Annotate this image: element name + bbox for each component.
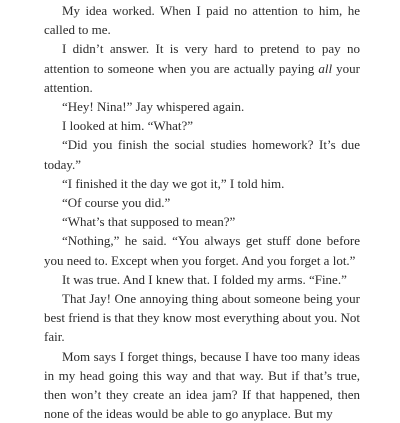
paragraph: I looked at him. “What?” (62, 118, 194, 134)
paragraph: “Hey! Nina!” Jay whispered again. (62, 99, 245, 115)
paragraph: Mom says I forget things, because I have too many ideas in my head going this way and that way. But if that’s true, then won’t they create an idea jam? If that happened, then none of the ideas would be able to go anyplace. But my (44, 348, 360, 422)
paragraph (44, 39, 360, 97)
paragraph: My idea worked. When I paid no attention to him, he called to me. (44, 3, 360, 38)
paragraph: That Jay! One annoying thing about someone being your best friend is that they know most everything about you. Not fair. (44, 291, 360, 345)
paragraph-text: I didn’t answer. It is very hard to pretend to pay no attention to someone when you are actually paying (44, 41, 360, 76)
paragraph: It was true. And I knew that. I folded my arms. “Fine.” (62, 271, 347, 287)
paragraph: “Did you finish the social studies homework? It’s due today.” (44, 137, 360, 172)
paragraph-text: your attention. (44, 60, 360, 95)
paragraph: “What’s that supposed to mean?” (62, 214, 236, 230)
paragraph: “Of course you did.” (62, 195, 171, 211)
paragraph: “Nothing,” he said. “You always get stuff done before you need to. Except when you forget. And you forget a lot.” (44, 233, 360, 268)
emphasis-text: all (318, 60, 333, 76)
book-page (44, 0, 360, 423)
paragraph: “I finished it the day we got it,” I told him. (62, 175, 285, 191)
